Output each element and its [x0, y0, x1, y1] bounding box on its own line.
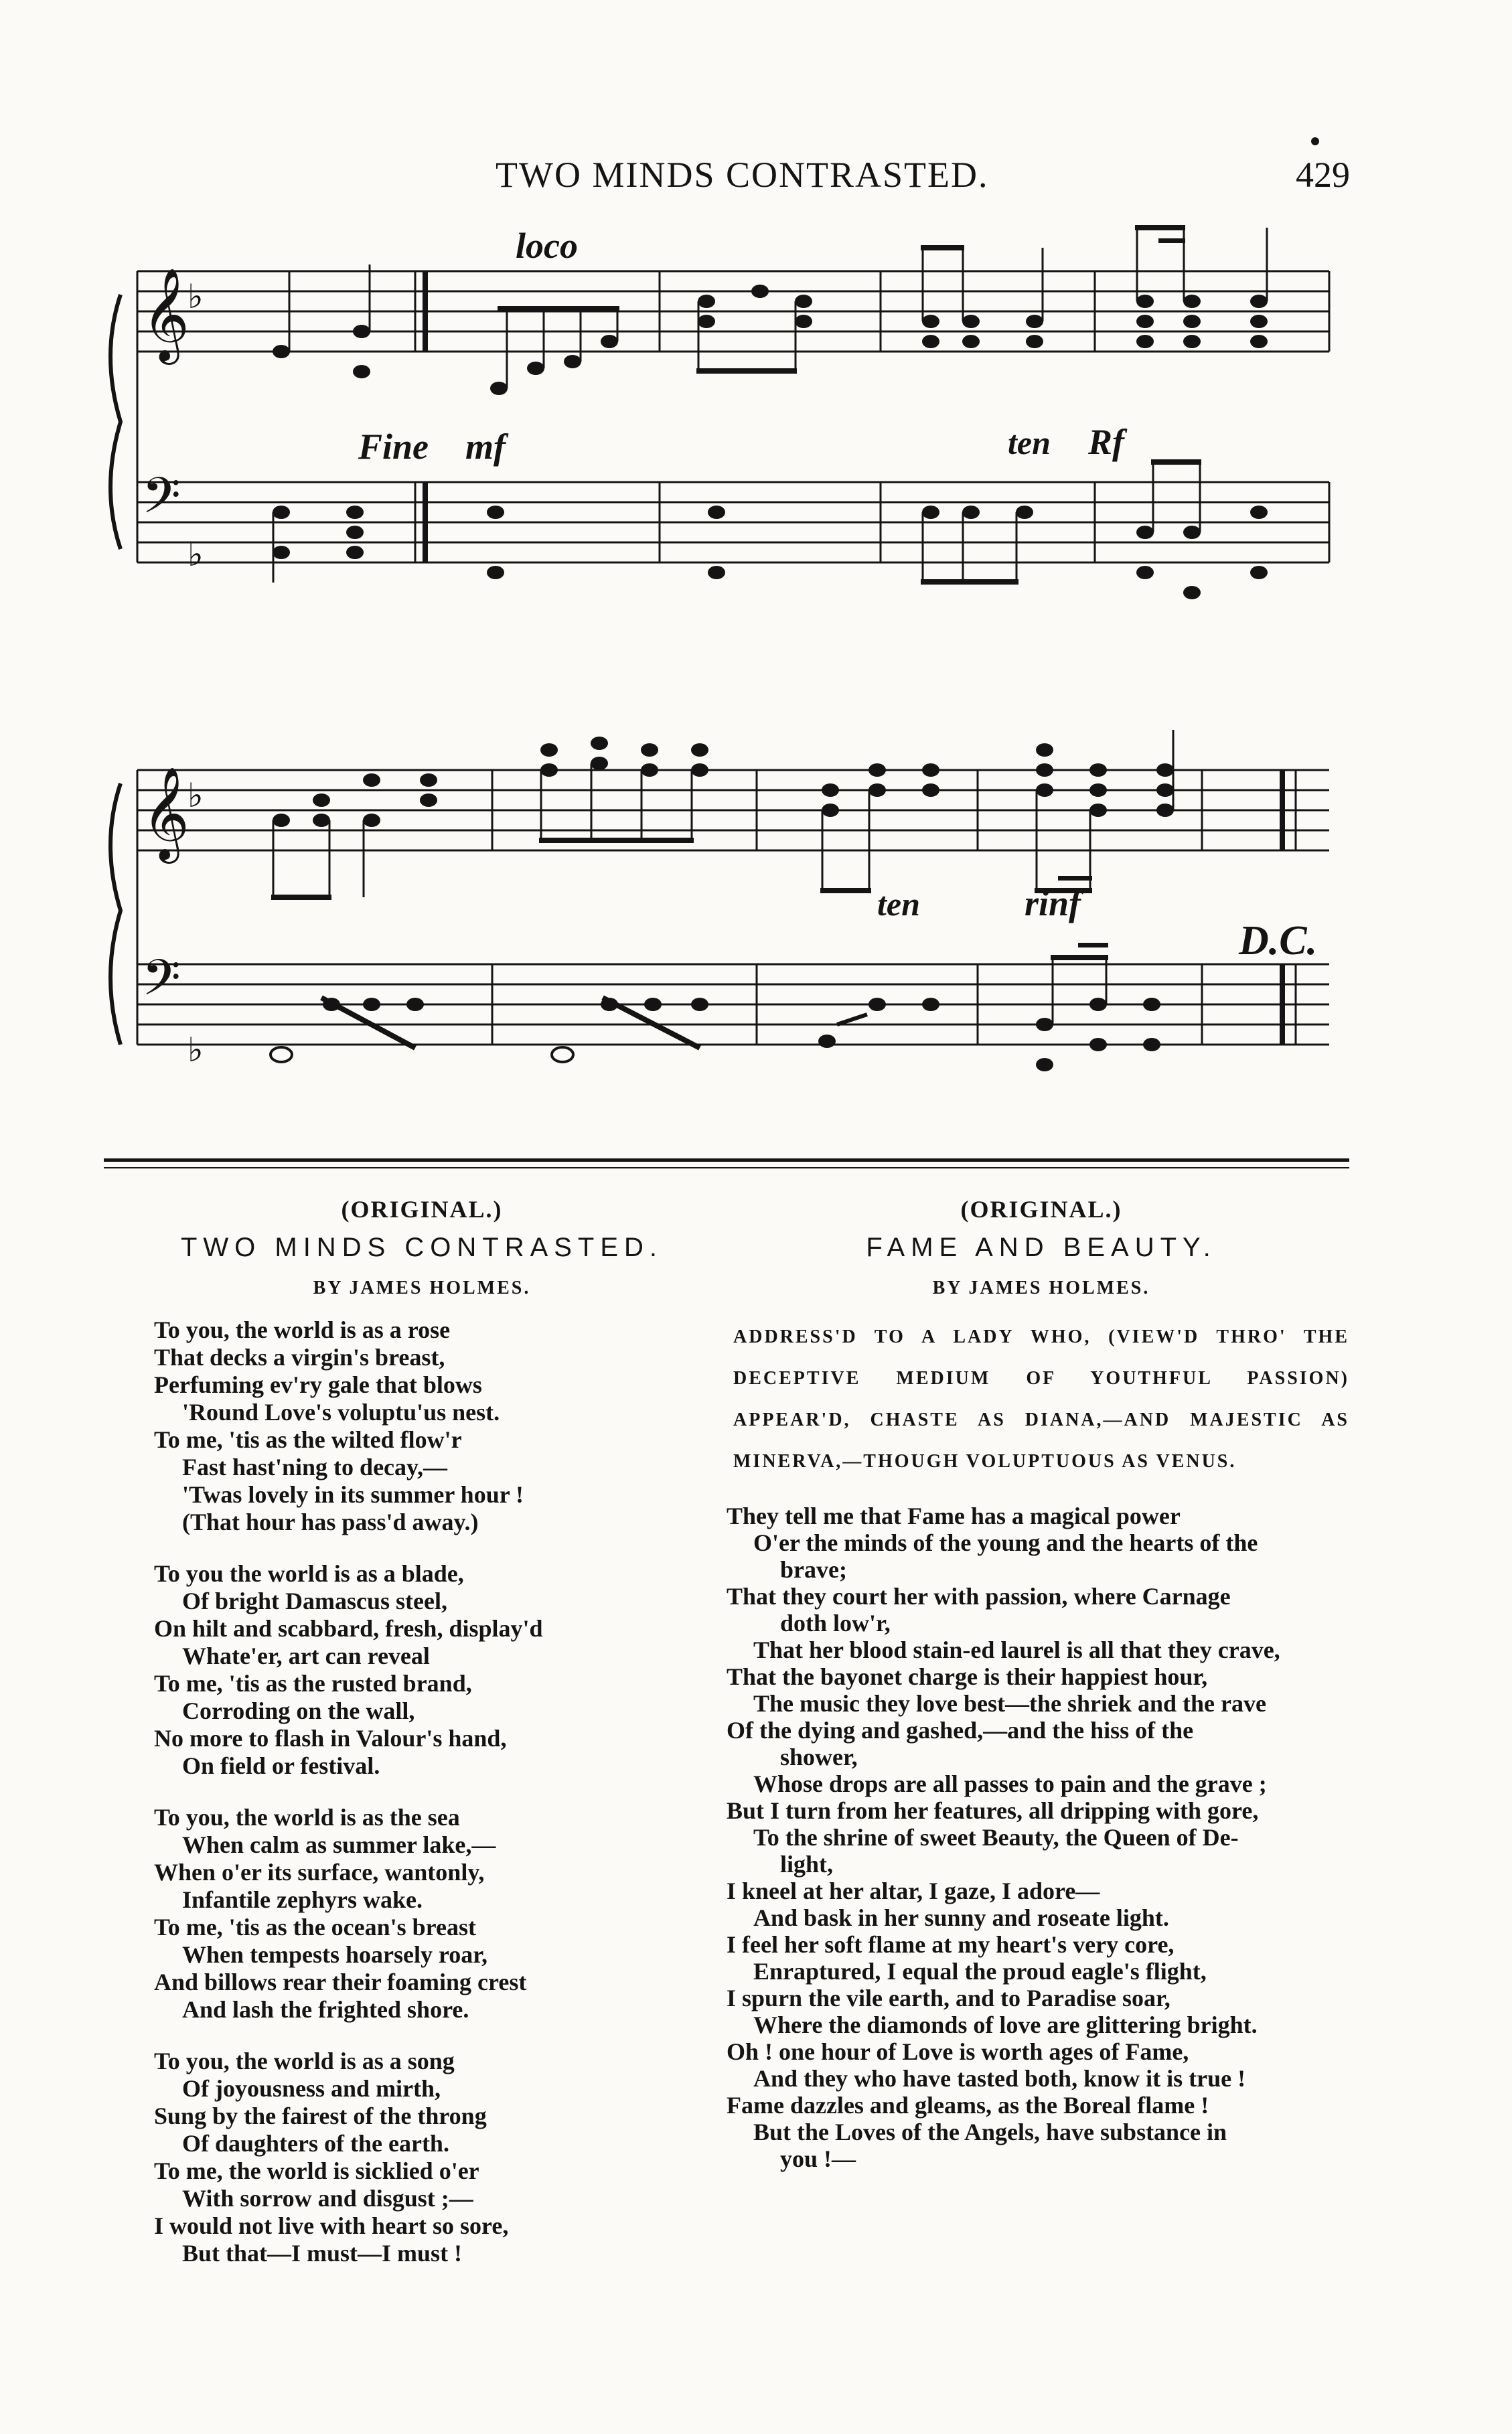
poem-line: That the bayonet charge is their happiest hour,	[727, 1663, 1208, 1690]
poem-kicker: (ORIGINAL.)	[341, 1196, 503, 1223]
poem-line: Of joyousness and mirth,	[182, 2075, 441, 2102]
poem-line: Whose drops are all passes to pain and the grave ;	[753, 1770, 1267, 1797]
poem-line: I would not live with heart so sore,	[154, 2212, 509, 2239]
poem-line: And bask in her sunny and roseate light.	[753, 1904, 1169, 1931]
stanza	[154, 2048, 690, 2267]
running-head	[0, 154, 1512, 208]
svg-text:♭: ♭	[187, 776, 204, 815]
divider-rule	[104, 1158, 1349, 1162]
page-number: 429	[1296, 155, 1350, 195]
poem-line: Sung by the fairest of the throng	[154, 2103, 487, 2129]
stanza	[154, 1804, 690, 2024]
poem-line: The music they love best—the shriek and the rave	[753, 1690, 1266, 1717]
svg-text:♭: ♭	[187, 1031, 204, 1069]
page-dot	[1311, 137, 1319, 145]
poem-line: (That hour has pass'd away.)	[182, 1509, 479, 1535]
poem-line: Perfuming ev'ry gale that blows	[154, 1371, 482, 1398]
poem-line: Of daughters of the earth.	[182, 2130, 449, 2157]
music-score-svg	[100, 201, 1353, 1138]
poem-line: And billows rear their foaming crest	[154, 1969, 527, 1995]
poem-line: With sorrow and disgust ;—	[182, 2185, 473, 2212]
ten-mark-2: ten	[877, 885, 920, 923]
divider-rule-thin	[104, 1167, 1349, 1168]
poem-line: But that—I must—I must !	[182, 2240, 463, 2267]
poem-line: Enraptured, I equal the proud eagle's flight,	[753, 1958, 1207, 1985]
poem-line: Fame dazzles and gleams, as the Boreal flame !	[727, 2092, 1209, 2119]
poem-line: I spurn the vile earth, and to Paradise soar,	[727, 1985, 1170, 2011]
mf-mark: mf	[465, 427, 506, 467]
poem-line: To you, the world is as the sea	[154, 1804, 460, 1831]
running-title: TWO MINDS CONTRASTED.	[496, 155, 989, 195]
poem-line: On field or festival.	[182, 1752, 380, 1779]
poem-line: They tell me that Fame has a magical power	[727, 1503, 1181, 1529]
poem-line: But the Loves of the Angels, have substance in	[753, 2119, 1227, 2145]
rinf-mark: rinf	[1025, 883, 1081, 923]
poem-line: To me, the world is sicklied o'er	[154, 2157, 479, 2184]
poem-line: When o'er its surface, wantonly,	[154, 1859, 485, 1886]
poem-line: Fast hast'ning to decay,—	[182, 1454, 448, 1480]
poem-line: That they court her with passion, where Carnage	[727, 1583, 1231, 1610]
poem-line: O'er the minds of the young and the hearts of the	[753, 1529, 1258, 1556]
ten-mark-1: ten	[1008, 424, 1051, 461]
poem-line: On hilt and scabbard, fresh, display'd	[154, 1615, 543, 1642]
poem-line: But I turn from her features, all dripping with gore,	[727, 1797, 1259, 1824]
poem-body	[727, 1503, 1356, 2172]
poem-line: To the shrine of sweet Beauty, the Queen of De-	[753, 1824, 1239, 1851]
svg-text:𝄢: 𝄢	[142, 949, 181, 1019]
poem-byline: BY JAMES HOLMES.	[313, 1278, 531, 1298]
rf-mark: Rf	[1088, 422, 1124, 462]
poem-line: No more to flash in Valour's hand,	[154, 1725, 507, 1752]
poem-title: FAME AND BEAUTY.	[866, 1233, 1217, 1262]
poem-body	[154, 1316, 690, 2267]
poem-line: To you, the world is as a song	[154, 2048, 455, 2074]
poem-title: TWO MINDS CONTRASTED.	[180, 1233, 664, 1262]
poem-line: When tempests hoarsely roar,	[182, 1941, 487, 1968]
stanza	[154, 1316, 690, 1536]
loco-mark: loco	[516, 226, 578, 266]
poem-line: That her blood stain-ed laurel is all that they crave,	[753, 1637, 1280, 1663]
svg-text:𝄢: 𝄢	[142, 467, 181, 537]
poem-line: light,	[780, 1851, 834, 1878]
stanza	[154, 1560, 690, 1780]
poem-line: Infantile zephyrs wake.	[182, 1886, 423, 1913]
svg-text:𝄞: 𝄞	[142, 268, 190, 361]
poem-two-minds	[154, 1195, 690, 2291]
poem-line: Oh ! one hour of Love is worth ages of Fame,	[727, 2038, 1189, 2065]
poem-line: I feel her soft flame at my heart's very core,	[727, 1931, 1175, 1958]
poem-dedication: ADDRESS'D TO A LADY WHO, (VIEW'D THRO' THE DECEPTIVE MEDIUM OF YOUTHFUL PASSION) APPEAR'D, CHASTE AS DIANA,—AND MAJESTIC AS MINERVA,—THOUGH VOLUPTUOUS AS VENUS.	[733, 1326, 1349, 1472]
poem-line: To me, 'tis as the ocean's breast	[154, 1914, 476, 1941]
svg-text:♭: ♭	[187, 277, 204, 316]
poem-line: Corroding on the wall,	[182, 1697, 415, 1724]
poem-line: To you the world is as a blade,	[154, 1560, 464, 1587]
svg-text:𝄞: 𝄞	[142, 767, 190, 860]
poem-line: shower,	[780, 1744, 858, 1770]
svg-text:♭: ♭	[187, 535, 204, 574]
poem-line: Of bright Damascus steel,	[182, 1588, 447, 1614]
dc-mark: D.C.	[1239, 918, 1318, 964]
fine-mark: Fine	[358, 427, 429, 467]
poem-line: Of the dying and gashed,—and the hiss of the	[727, 1717, 1194, 1744]
poem-line: And lash the frighted shore.	[182, 1996, 469, 2023]
poem-fame-and-beauty	[727, 1195, 1356, 2172]
poem-line: I kneel at her altar, I gaze, I adore—	[727, 1878, 1100, 1904]
poem-line: To me, 'tis as the wilted flow'r	[154, 1426, 462, 1453]
poem-line: When calm as summer lake,—	[182, 1831, 496, 1858]
poem-line: And they who have tasted both, know it is true !	[753, 2065, 1246, 2092]
poem-line: That decks a virgin's breast,	[154, 1344, 445, 1371]
poem-line: you !—	[780, 2145, 856, 2172]
poem-line: doth low'r,	[780, 1610, 891, 1637]
poem-line: To me, 'tis as the rusted brand,	[154, 1670, 472, 1697]
poem-line: 'Round Love's voluptu'us nest.	[182, 1399, 500, 1426]
poem-line: To you, the world is as a rose	[154, 1316, 451, 1343]
poem-line: Whate'er, art can reveal	[182, 1643, 430, 1669]
poem-line: Where the diamonds of love are glittering bright.	[753, 2011, 1258, 2038]
poem-line: brave;	[780, 1556, 847, 1583]
poem-byline: BY JAMES HOLMES.	[932, 1278, 1150, 1298]
poem-line: 'Twas lovely in its summer hour !	[182, 1481, 524, 1508]
poem-kicker: (ORIGINAL.)	[960, 1196, 1122, 1223]
music-score	[100, 201, 1353, 1138]
